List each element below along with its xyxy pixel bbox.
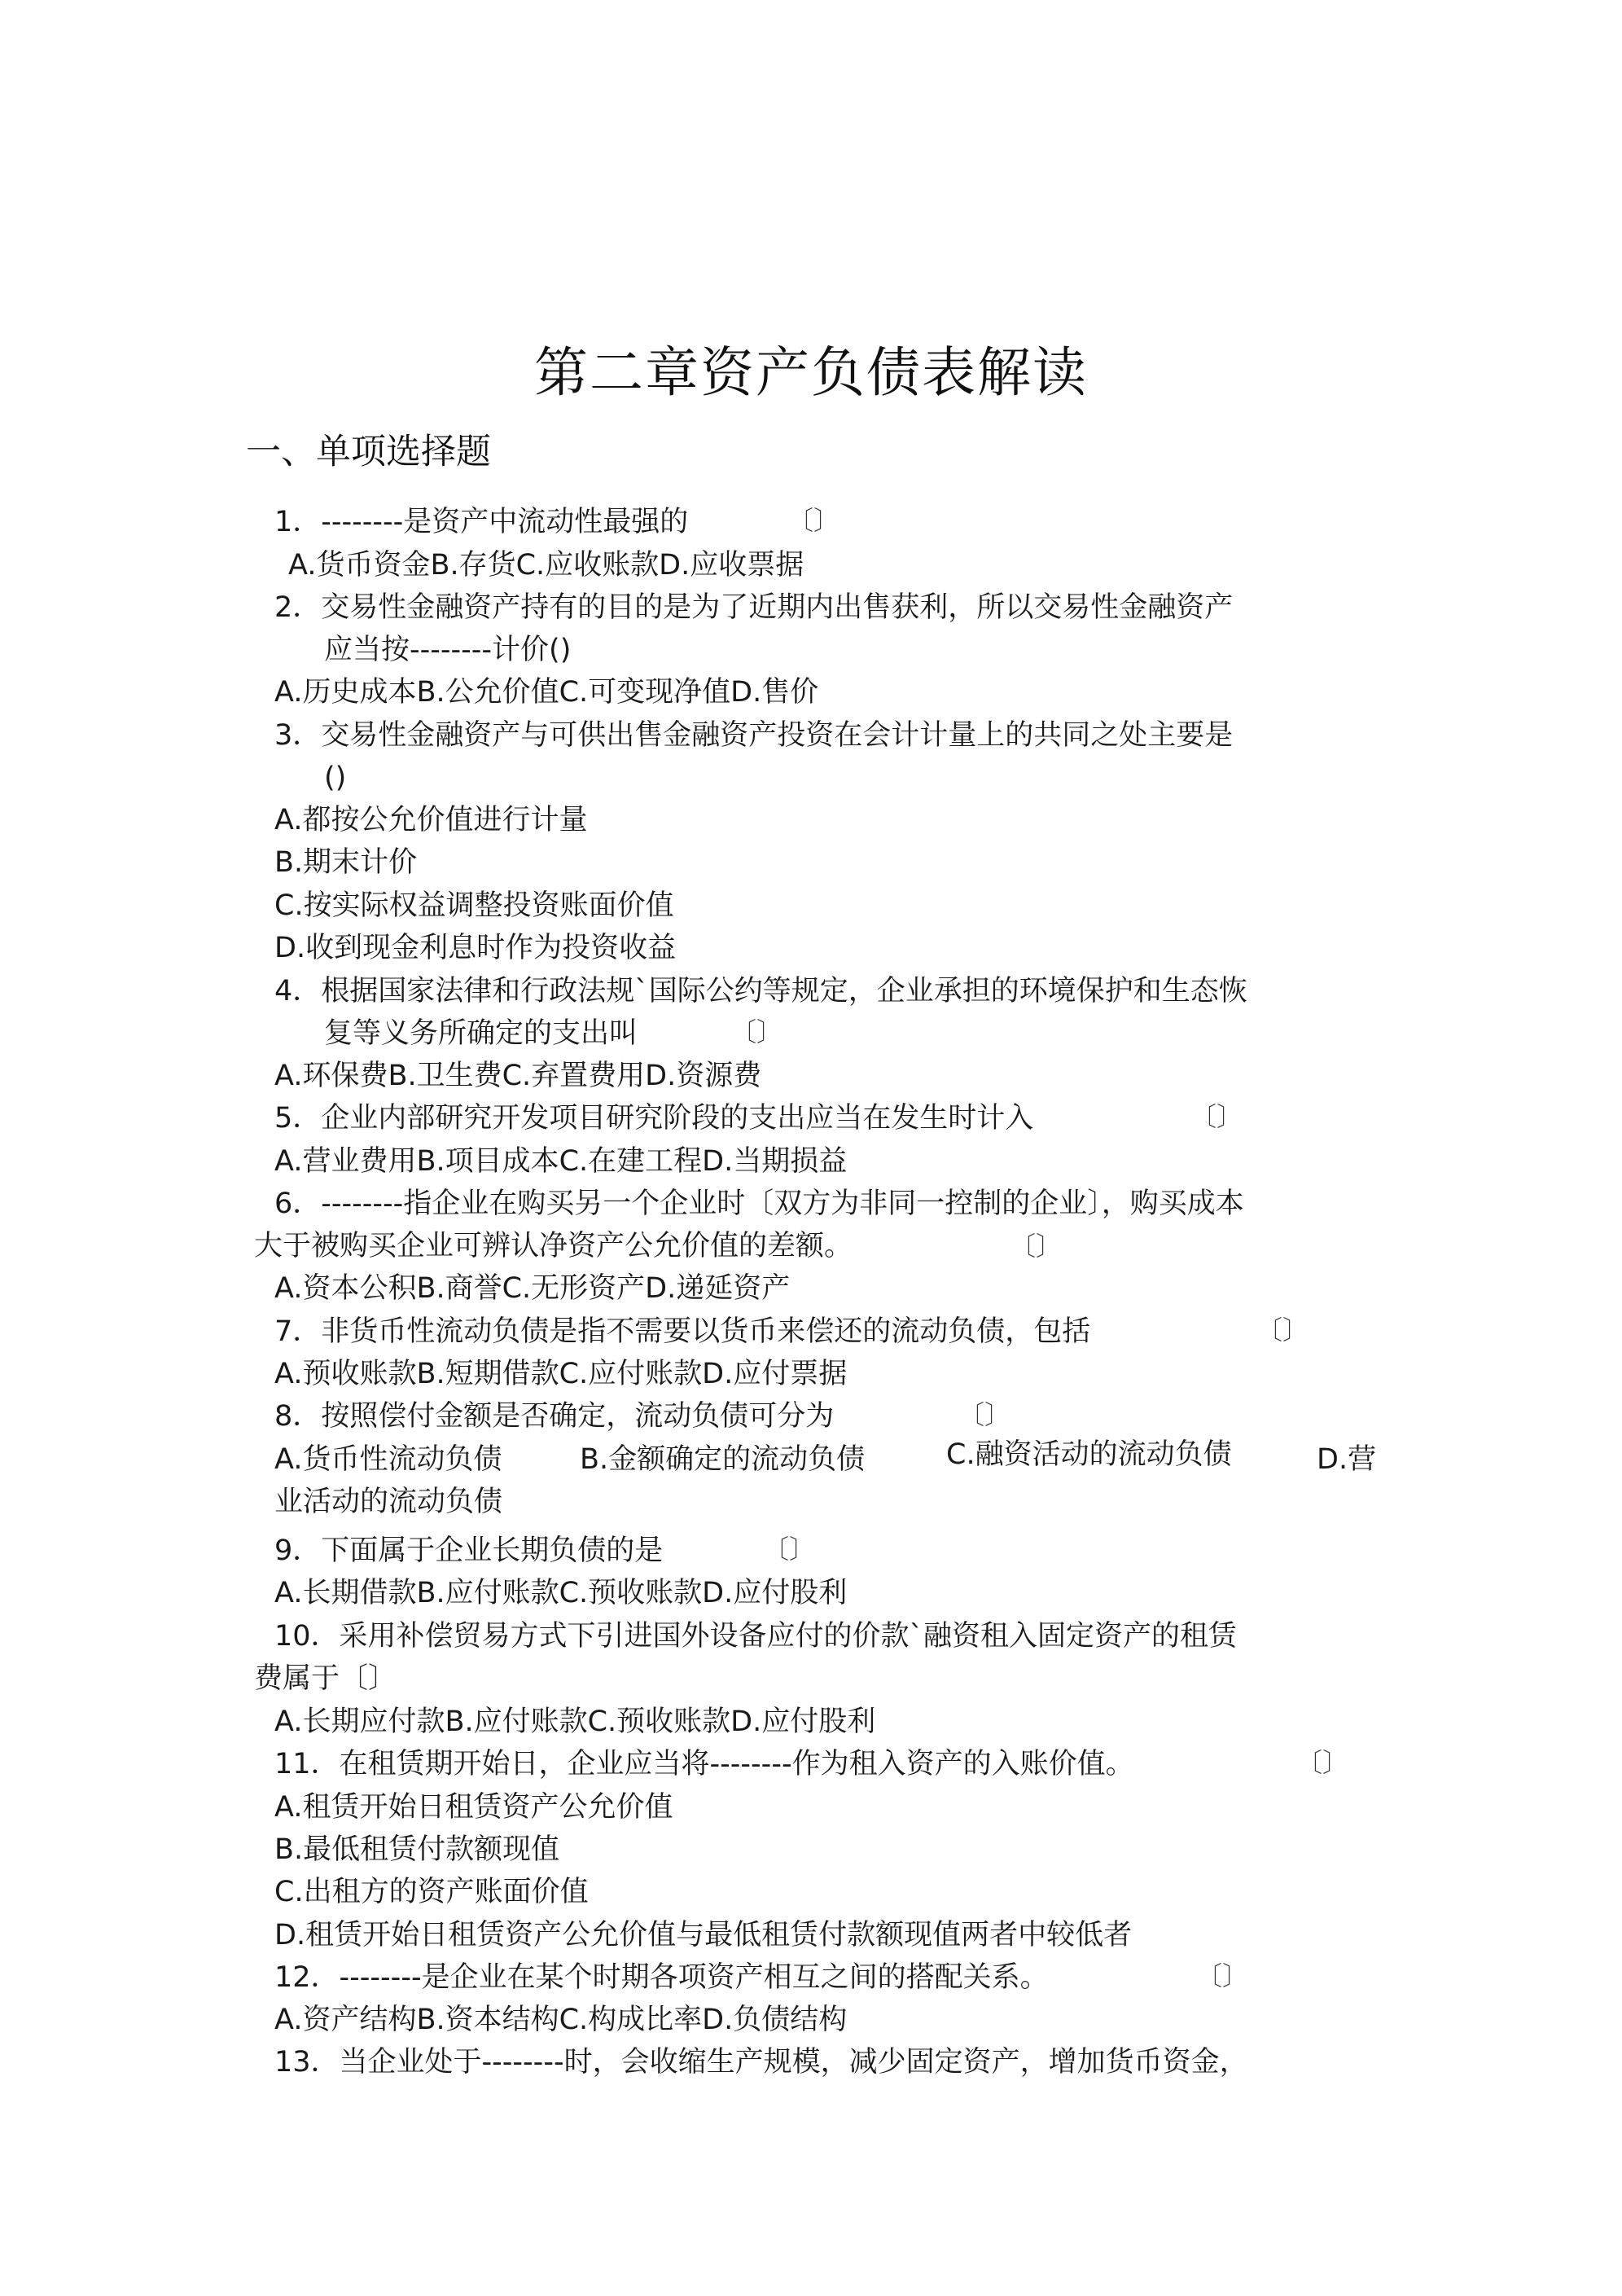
answer-bracket: 〔〕: [1196, 1960, 1249, 1991]
text-line: 大于被购买企业可辨认净资产公允价值的差额。: [254, 1230, 853, 1262]
text-line: 13．当企业处于--------时，会收缩生产规模，减少固定资产，增加货币资金，: [274, 2046, 1248, 2079]
answer-bracket: 〔〕: [1190, 1101, 1243, 1132]
text-line: A.长期应付款B.应付账款C.预收账款D.应付股利: [274, 1706, 876, 1738]
text-line: (): [324, 762, 347, 794]
text-line: 9．下面属于企业长期负债的是: [274, 1534, 664, 1567]
text-line: B.金额确定的流动负债: [580, 1443, 866, 1476]
text-line: A.租赁开始日租赁资产公允价值: [274, 1791, 673, 1824]
text-line: A.都按公允价值进行计量: [274, 804, 588, 836]
text-line: 8．按照偿付金额是否确定，流动负债可分为: [274, 1400, 835, 1433]
text-line: 10．采用补偿贸易方式下引进国外设备应付的价款`融资租入固定资产的租赁: [274, 1620, 1238, 1653]
text-line: 业活动的流动负债: [274, 1486, 503, 1518]
answer-bracket: 〔〕: [787, 505, 840, 536]
text-line: C.出租方的资产账面价值: [274, 1876, 589, 1908]
text-line: C.融资活动的流动负债: [946, 1438, 1232, 1471]
text-line: D.租赁开始日租赁资产公允价值与最低租赁付款额现值两者中较低者: [274, 1919, 1133, 1951]
text-line: 3．交易性金融资产与可供出售金融资产投资在会计计量上的共同之处主要是: [274, 719, 1234, 752]
page-title: 第二章资产负债表解读: [534, 341, 1088, 404]
text-line: A.货币资金B.存货C.应收账款D.应收票据: [288, 549, 804, 582]
text-line: 6．--------指企业在购买另一个企业时〔双方为非同一控制的企业〕，购买成本: [274, 1188, 1244, 1220]
text-line: A.资产结构B.资本结构C.构成比率D.负债结构: [274, 2004, 848, 2036]
text-line: A.长期借款B.应付账款C.预收账款D.应付股利: [274, 1577, 848, 1609]
text-line: A.环保费B.卫生费C.弃置费用D.资源费: [274, 1060, 762, 1092]
text-line: 7．非货币性流动负债是指不需要以货币来偿还的流动负债，包括: [274, 1315, 1091, 1348]
text-line: A.货币性流动负债: [274, 1443, 502, 1476]
text-line: 复等义务所确定的支出叫: [324, 1017, 638, 1050]
text-line: A.资本公积B.商誉C.无形资产D.递延资产: [274, 1272, 791, 1305]
text-line: 5．企业内部研究开发项目研究阶段的支出应当在发生时计入: [274, 1102, 1034, 1135]
answer-bracket: 〔〕: [1010, 1231, 1063, 1262]
text-line: 2．交易性金融资产持有的目的是为了近期内出售获利，所以交易性金融资产: [274, 591, 1234, 624]
answer-bracket: 〔〕: [763, 1534, 816, 1565]
answer-bracket: 〔〕: [1296, 1747, 1349, 1778]
text-line: 11．在租赁期开始日，企业应当将--------作为租入资产的入账价值。: [274, 1748, 1134, 1780]
text-line: C.按实际权益调整投资账面价值: [274, 889, 674, 922]
text-line: 费属于〔〕: [254, 1662, 397, 1695]
text-line: 1．--------是资产中流动性最强的: [274, 506, 689, 538]
answer-bracket: 〔〕: [958, 1399, 1011, 1430]
answer-bracket: 〔〕: [730, 1016, 783, 1047]
text-line: A.历史成本B.公允价值C.可变现净值D.售价: [274, 676, 819, 709]
text-line: B.期末计价: [274, 846, 418, 879]
text-line: D.收到现金利息时作为投资收益: [274, 932, 677, 964]
text-line: 4．根据国家法律和行政法规`国际公约等规定，企业承担的环境保护和生态恢: [274, 975, 1247, 1008]
text-line: 应当按--------计价(): [324, 634, 572, 666]
text-line: 12．--------是企业在某个时期各项资产相互之间的搭配关系。: [274, 1961, 1049, 1994]
text-line: A.营业费用B.项目成本C.在建工程D.当期损益: [274, 1145, 848, 1178]
text-line: D.营: [1317, 1443, 1377, 1476]
section-heading: 一、单项选择题: [246, 432, 491, 472]
text-line: A.预收账款B.短期借款C.应付账款D.应付票据: [274, 1358, 848, 1390]
text-line: B.最低租赁付款额现值: [274, 1833, 560, 1866]
answer-bracket: 〔〕: [1256, 1315, 1309, 1346]
